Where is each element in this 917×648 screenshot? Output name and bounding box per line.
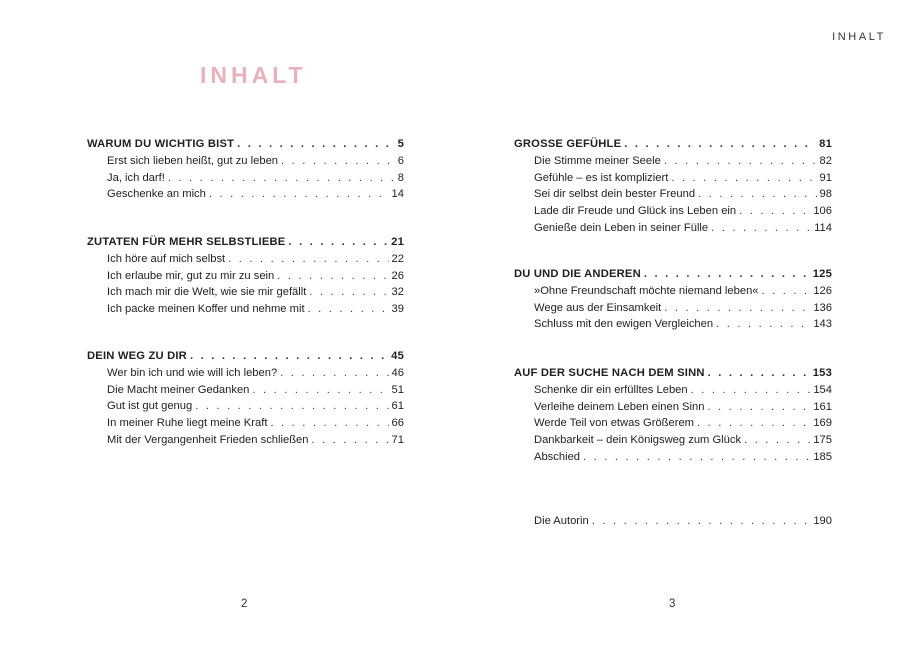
toc-entry[interactable] [87, 301, 404, 318]
toc-entry[interactable] [87, 170, 404, 187]
dot-leader [739, 203, 810, 220]
toc-entry[interactable] [514, 170, 832, 187]
toc-entry-label: Gefühle – es ist kompliziert [534, 171, 669, 184]
dot-leader [707, 399, 810, 416]
toc-section-heading[interactable] [514, 266, 832, 283]
dot-leader [697, 415, 810, 432]
toc-page-number: 143 [813, 318, 832, 331]
page-number-left: 2 [241, 598, 248, 610]
running-head: INHALT [832, 31, 886, 43]
toc-heading-label: DEIN WEG ZU DIR [87, 350, 187, 362]
toc-page-number: 45 [391, 350, 404, 362]
toc-entry-label: Geschenke an mich [107, 188, 206, 201]
dot-leader [671, 170, 816, 187]
toc-page-number: 5 [397, 138, 404, 150]
dot-leader [583, 449, 810, 466]
toc-page-number: 136 [813, 301, 832, 314]
dot-leader [209, 186, 389, 203]
dot-leader [280, 365, 388, 382]
toc-page-number: 8 [397, 171, 404, 184]
toc-entry[interactable] [514, 449, 832, 466]
dot-leader [698, 186, 816, 203]
page-number-right: 3 [669, 598, 676, 610]
dot-leader [762, 283, 811, 300]
dot-leader [664, 300, 810, 317]
toc-page-number: 51 [391, 383, 404, 396]
toc-entry-label: Gut ist gut genug [107, 400, 193, 413]
toc-section [514, 513, 832, 530]
toc-page-number: 14 [391, 188, 404, 201]
toc-page-number: 26 [391, 269, 404, 282]
toc-section-heading[interactable] [87, 234, 404, 251]
toc-entry-label: Die Stimme meiner Seele [534, 154, 661, 167]
dot-leader [277, 268, 388, 285]
dot-leader [708, 365, 810, 382]
dot-leader [228, 251, 388, 268]
toc-entry-author[interactable] [514, 513, 832, 530]
toc-entry[interactable] [87, 284, 404, 301]
toc-page-number: 98 [819, 188, 832, 201]
toc-entry[interactable] [87, 415, 404, 432]
dot-leader [252, 382, 388, 399]
dot-leader [168, 170, 395, 187]
toc-page-number: 46 [391, 366, 404, 379]
toc-page-number: 71 [391, 433, 404, 446]
toc-entry[interactable] [514, 432, 832, 449]
toc-page-number: 125 [812, 268, 832, 280]
toc-section [514, 365, 832, 466]
toc-section-heading[interactable] [514, 136, 832, 153]
toc-page-number: 106 [813, 205, 832, 218]
toc-page-number: 91 [819, 171, 832, 184]
toc-entry[interactable] [514, 283, 832, 300]
toc-heading-label: ZUTATEN FÜR MEHR SELBSTLIEBE [87, 236, 286, 248]
toc-section [87, 348, 404, 449]
dot-leader [716, 316, 810, 333]
toc-page-number: 175 [813, 434, 832, 447]
toc-entry-label: Ich erlaube mir, gut zu mir zu sein [107, 269, 275, 282]
toc-entry-label: Lade dir Freude und Glück ins Leben ein [534, 205, 737, 218]
toc-entry[interactable] [514, 316, 832, 333]
toc-entry-label: Schenke dir ein erfülltes Leben [534, 383, 688, 396]
dot-leader [644, 266, 810, 283]
dot-leader [308, 301, 389, 318]
dot-leader [691, 382, 811, 399]
toc-entry-label: Werde Teil von etwas Größerem [534, 417, 694, 430]
toc-entry-label: Schluss mit den ewigen Vergleichen [534, 318, 714, 331]
toc-entry-label: Dankbarkeit – dein Königsweg zum Glück [534, 434, 742, 447]
dot-leader [281, 153, 395, 170]
toc-page-number: 161 [813, 400, 832, 413]
toc-section-heading[interactable] [87, 348, 404, 365]
dot-leader [237, 136, 394, 153]
dot-leader [744, 432, 810, 449]
toc-page-number: 32 [391, 286, 404, 299]
toc-page-number: 21 [391, 236, 404, 248]
dot-leader [711, 220, 811, 237]
toc-entry[interactable] [87, 398, 404, 415]
toc-page-number: 190 [813, 515, 832, 527]
toc-page-number: 81 [819, 138, 832, 150]
dot-leader [288, 234, 388, 251]
dot-leader [312, 432, 389, 449]
toc-entry[interactable] [87, 251, 404, 268]
toc-section [514, 136, 832, 237]
toc-entry[interactable] [87, 432, 404, 449]
dot-leader [624, 136, 816, 153]
toc-entry[interactable] [514, 399, 832, 416]
toc-heading-label: WARUM DU WICHTIG BIST [87, 138, 235, 150]
toc-entry-label: Wer bin ich und wie will ich leben? [107, 366, 278, 379]
toc-entry-label: Die Autorin [534, 515, 589, 527]
toc-page-number: 169 [813, 417, 832, 430]
toc-heading-label: AUF DER SUCHE NACH DEM SINN [514, 367, 705, 379]
toc-entry-label: Ich mach mir die Welt, wie sie mir gefällt [107, 286, 307, 299]
toc-page-number: 82 [819, 154, 832, 167]
toc-page-number: 185 [813, 450, 832, 463]
page-title: INHALT [200, 62, 307, 88]
toc-entry-label: Ich höre auf mich selbst [107, 252, 226, 265]
toc-entry[interactable] [87, 153, 404, 170]
toc-entry-label: »Ohne Freundschaft möchte niemand leben« [534, 284, 759, 297]
toc-entry[interactable] [514, 415, 832, 432]
dot-leader [190, 348, 388, 365]
toc-page-number: 39 [391, 303, 404, 316]
toc-page-number: 22 [391, 252, 404, 265]
toc-page-number: 126 [813, 284, 832, 297]
toc-entry-label: Genieße dein Leben in seiner Fülle [534, 221, 709, 234]
toc-entry[interactable] [87, 186, 404, 203]
toc-entry[interactable] [87, 365, 404, 382]
toc-section [87, 136, 404, 203]
toc-entry-label: Ja, ich darf! [107, 171, 165, 184]
toc-page-number: 114 [814, 221, 832, 234]
toc-entry[interactable] [514, 203, 832, 220]
toc-entry-label: Wege aus der Einsamkeit [534, 301, 662, 314]
toc-entry[interactable] [87, 382, 404, 399]
toc-heading-label: GROSSE GEFÜHLE [514, 138, 622, 150]
dot-leader [270, 415, 388, 432]
toc-section [87, 234, 404, 318]
toc-entry-label: Sei dir selbst dein bester Freund [534, 188, 696, 201]
toc-entry[interactable] [514, 300, 832, 317]
toc-entry[interactable] [514, 153, 832, 170]
toc-entry[interactable] [514, 382, 832, 399]
toc-entry-label: Verleihe deinem Leben einen Sinn [534, 400, 705, 413]
dot-leader [309, 284, 388, 301]
toc-section [514, 266, 832, 333]
dot-leader [592, 513, 811, 530]
toc-page-number: 61 [391, 400, 404, 413]
toc-page-number: 153 [812, 367, 832, 379]
toc-entry[interactable] [514, 186, 832, 203]
toc-entry[interactable] [87, 268, 404, 285]
dot-leader [664, 153, 817, 170]
toc-entry[interactable] [514, 220, 832, 237]
toc-section-heading[interactable] [87, 136, 404, 153]
toc-entry-label: Mit der Vergangenheit Frieden schließen [107, 433, 309, 446]
toc-page-number: 6 [397, 154, 404, 167]
toc-page-number: 154 [813, 383, 832, 396]
toc-entry-label: Abschied [534, 450, 581, 463]
toc-section-heading[interactable] [514, 365, 832, 382]
toc-page-number: 66 [391, 417, 404, 430]
dot-leader [195, 398, 388, 415]
toc-entry-label: Erst sich lieben heißt, gut zu leben [107, 154, 279, 167]
toc-entry-label: Die Macht meiner Gedanken [107, 383, 250, 396]
toc-entry-label: Ich packe meinen Koffer und nehme mit [107, 303, 305, 316]
toc-entry-label: In meiner Ruhe liegt meine Kraft [107, 417, 268, 430]
toc-heading-label: DU UND DIE ANDEREN [514, 268, 641, 280]
